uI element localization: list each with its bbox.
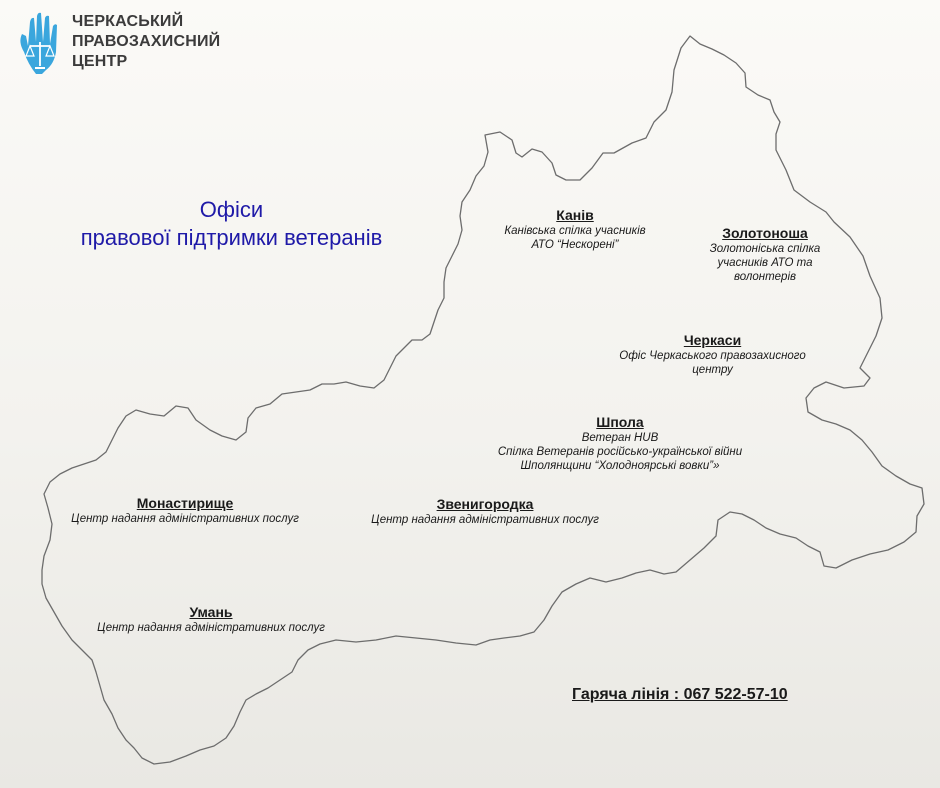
logo	[16, 12, 220, 74]
office-kaniv	[470, 206, 680, 252]
office-cherkasy	[590, 331, 835, 377]
office-city-label: Шпола	[596, 414, 644, 430]
office-desc-line: Спілка Ветеранів російсько-української війни	[497, 446, 743, 458]
office-zvenyhorodka	[340, 495, 630, 527]
office-city-label: Канів	[556, 207, 594, 223]
office-desc-line: Ветеран HUB	[581, 432, 659, 444]
title-line-1: Офіси	[199, 197, 264, 222]
office-city-label: Золотоноша	[722, 225, 808, 241]
hotline-phone: Гаряча лінія : 067 522-57-10	[572, 686, 788, 703]
office-shpola	[455, 413, 785, 473]
office-city-label: Звенигородка	[436, 496, 534, 512]
logo-line-3: ЦЕНТР	[72, 53, 128, 70]
office-desc-line: Золотоніська спілка	[709, 243, 821, 255]
cherkasy-oblast-border	[42, 36, 924, 764]
page-title	[40, 196, 423, 252]
office-desc-line: Центр надання адміністративних послуг	[97, 622, 325, 634]
office-monastyryshche	[40, 494, 330, 526]
office-city-label: Монастирище	[136, 495, 234, 511]
title-line-2: правової підтримки ветеранів	[80, 225, 383, 250]
office-desc-line: Офіс Черкаського правозахисного	[619, 350, 806, 362]
office-city-label: Умань	[189, 604, 233, 620]
office-zolotonosha	[690, 224, 840, 284]
office-uman	[66, 603, 356, 635]
office-desc-line: Шполянщини “Холодноярські вовки”»	[520, 460, 720, 472]
office-desc-line: Центр надання адміністративних послуг	[71, 513, 299, 525]
office-city-label: Черкаси	[683, 332, 742, 348]
office-desc-line: Центр надання адміністративних послуг	[371, 514, 599, 526]
office-desc-line: АТО “Нескорені”	[531, 239, 619, 251]
logo-line-2: ПРАВОЗАХИСНИЙ	[72, 33, 221, 50]
logo-line-1: ЧЕРКАСЬКИЙ	[72, 13, 184, 30]
office-desc-line: волонтерів	[733, 271, 797, 283]
office-desc-line: учасників АТО та	[717, 257, 813, 269]
hand-scales-icon	[16, 12, 68, 74]
office-desc-line: центру	[692, 364, 733, 376]
office-desc-line: Канівська спілка учасників	[504, 225, 646, 237]
